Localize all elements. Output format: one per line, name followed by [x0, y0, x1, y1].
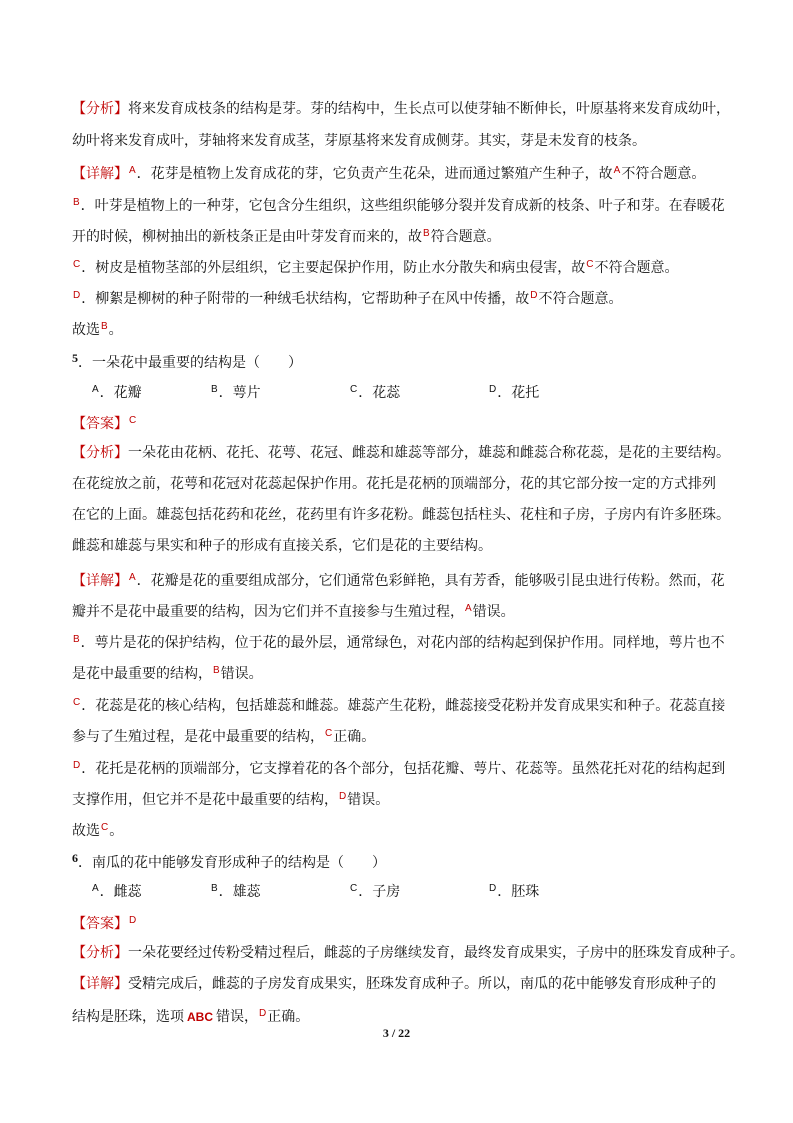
q6-detail-line-1: 【详解】受精完成后，雌蕊的子房发育成果实，胚珠发育成种子。所以，南瓜的花中能够发育形成种子的 [72, 976, 716, 992]
q4-choice: 故选$^B$。 [72, 321, 123, 338]
q5-detail-a-line-2: 瓣并不是花中最重要的结构，因为它们并不直接参与生殖过程，$^A$错误。 [72, 603, 515, 620]
page-number: 3 / 22 [382, 1026, 411, 1040]
answer-tag: 【答案】 [72, 916, 128, 932]
q5-analysis-line-2: 在花绽放之前，花萼和花冠对花蕊起保护作用。花托是花柄的顶端部分，花的其它部分按一定的方式排列 [72, 476, 716, 492]
q4-detail-b-line-2: 开的时候，柳树抽出的新枝条正是由叶芽发育而来的，故$^B$符合题意。 [72, 228, 501, 245]
q5-stem: 5．一朵花中最重要的结构是（ ） [72, 351, 302, 371]
q5-detail-c-line-1: $^C$．花蕊是花的核心结构，包括雄蕊和雌蕊。雄蕊产生花粉，雌蕊接受花粉并发育成果实和种子。花蕊直接 [73, 697, 726, 714]
q5-detail-d-line-2: 支撑作用，但它并不是花中最重要的结构，$^D$错误。 [72, 791, 390, 808]
q6-option-c: $^C$．子房 [350, 883, 401, 900]
q4-detail-d: $^D$．柳絮是柳树的种子附带的一种绒毛状结构，它帮助种子在风中传播，故$^D$不符合题意。 [73, 290, 623, 307]
detail-tag: 【详解】 [72, 573, 128, 589]
q5-option-a: $^A$．花瓣 [92, 384, 142, 401]
q6-detail-line-2: 结构是胚珠，选项 ABC 错误，$^D$正确。 [72, 1008, 310, 1025]
q5-detail-a-line-1: 【详解】$^A$．花瓣是花的重要组成部分，它们通常色彩鲜艳，具有芳香，能够吸引昆虫进行传粉。然而，花 [72, 572, 725, 589]
detail-tag: 【详解】 [72, 166, 128, 182]
q5-choice: 故选$^C$。 [72, 822, 124, 839]
q4-analysis-line-1: 【分析】将来发育成枝条的结构是芽。芽的结构中，生长点可以使芽轴不断伸长，叶原基将来发育成幼叶， [72, 101, 730, 117]
q4-analysis-line-2: 幼叶将来发育成叶，芽轴将来发育成茎，芽原基将来发育成侧芽。其实，芽是未发育的枝条。 [72, 133, 646, 149]
q6-analysis-line-1: 【分析】一朵花要经过传粉受精过程后，雌蕊的子房继续发育，最终发育成果实，子房中的胚珠发育成种子。 [72, 945, 744, 961]
q5-detail-d-line-1: $^D$．花托是花柄的顶端部分，它支撑着花的各个部分，包括花瓣、萼片、花蕊等。虽然花托对花的结构起到 [73, 760, 726, 777]
q5-detail-b-line-1: $^B$．萼片是花的保护结构，位于花的最外层，通常绿色，对花内部的结构起到保护作用。同样地，萼片也不 [73, 634, 725, 651]
q6-option-a: $^A$．雌蕊 [92, 883, 142, 900]
analysis-tag: 【分析】 [72, 445, 128, 461]
q5-analysis-line-3: 在它的上面。雄蕊包括花药和花丝，花药里有许多花粉。雌蕊包括柱头、花柱和子房，子房内有许多胚珠。 [72, 507, 730, 523]
q5-analysis-line-4: 雌蕊和雄蕊与果实和种子的形成有直接关系，它们是花的主要结构。 [72, 538, 492, 554]
q4-detail-c: $^C$．树皮是植物茎部的外层组织，它主要起保护作用，防止水分散失和病虫侵害，故$^C$不符合题意。 [73, 259, 679, 276]
detail-tag: 【详解】 [72, 976, 128, 992]
analysis-tag: 【分析】 [72, 101, 128, 117]
answer-tag: 【答案】 [72, 416, 128, 432]
q5-option-c: $^C$．花蕊 [350, 384, 401, 401]
q6-stem: 6．南瓜的花中能够发育形成种子的结构是（ ） [72, 851, 386, 871]
q6-option-d: $^D$．胚珠 [489, 883, 540, 900]
q5-detail-c-line-2: 参与了生殖过程，是花中最重要的结构，$^C$正确。 [72, 728, 376, 745]
q4-detail-a: 【详解】$^A$．花芽是植物上发育成花的芽，它负责产生花朵，进而通过繁殖产生种子，故$^A$不符合题意。 [72, 165, 706, 182]
q5-option-b: $^B$．萼片 [211, 384, 261, 401]
q6-answer: 【答案】$^D$ [72, 915, 137, 932]
q5-detail-b-line-2: 是花中最重要的结构，$^B$错误。 [72, 665, 263, 682]
question-number: 5 [72, 351, 78, 365]
q5-analysis-line-1: 【分析】一朵花由花柄、花托、花萼、花冠、雌蕊和雄蕊等部分，雄蕊和雌蕊合称花蕊，是花的主要结构。 [72, 445, 730, 461]
q4-detail-b-line-1: $^B$．叶芽是植物上的一种芽，它包含分生组织，这些组织能够分裂并发育成新的枝条、叶子和芽。在春暖花 [73, 197, 725, 214]
q6-option-b: $^B$．雄蕊 [211, 883, 261, 900]
q5-answer: 【答案】$^C$ [72, 415, 137, 432]
q5-option-d: $^D$．花托 [489, 384, 540, 401]
analysis-tag: 【分析】 [72, 945, 128, 961]
question-number: 6 [72, 851, 78, 865]
